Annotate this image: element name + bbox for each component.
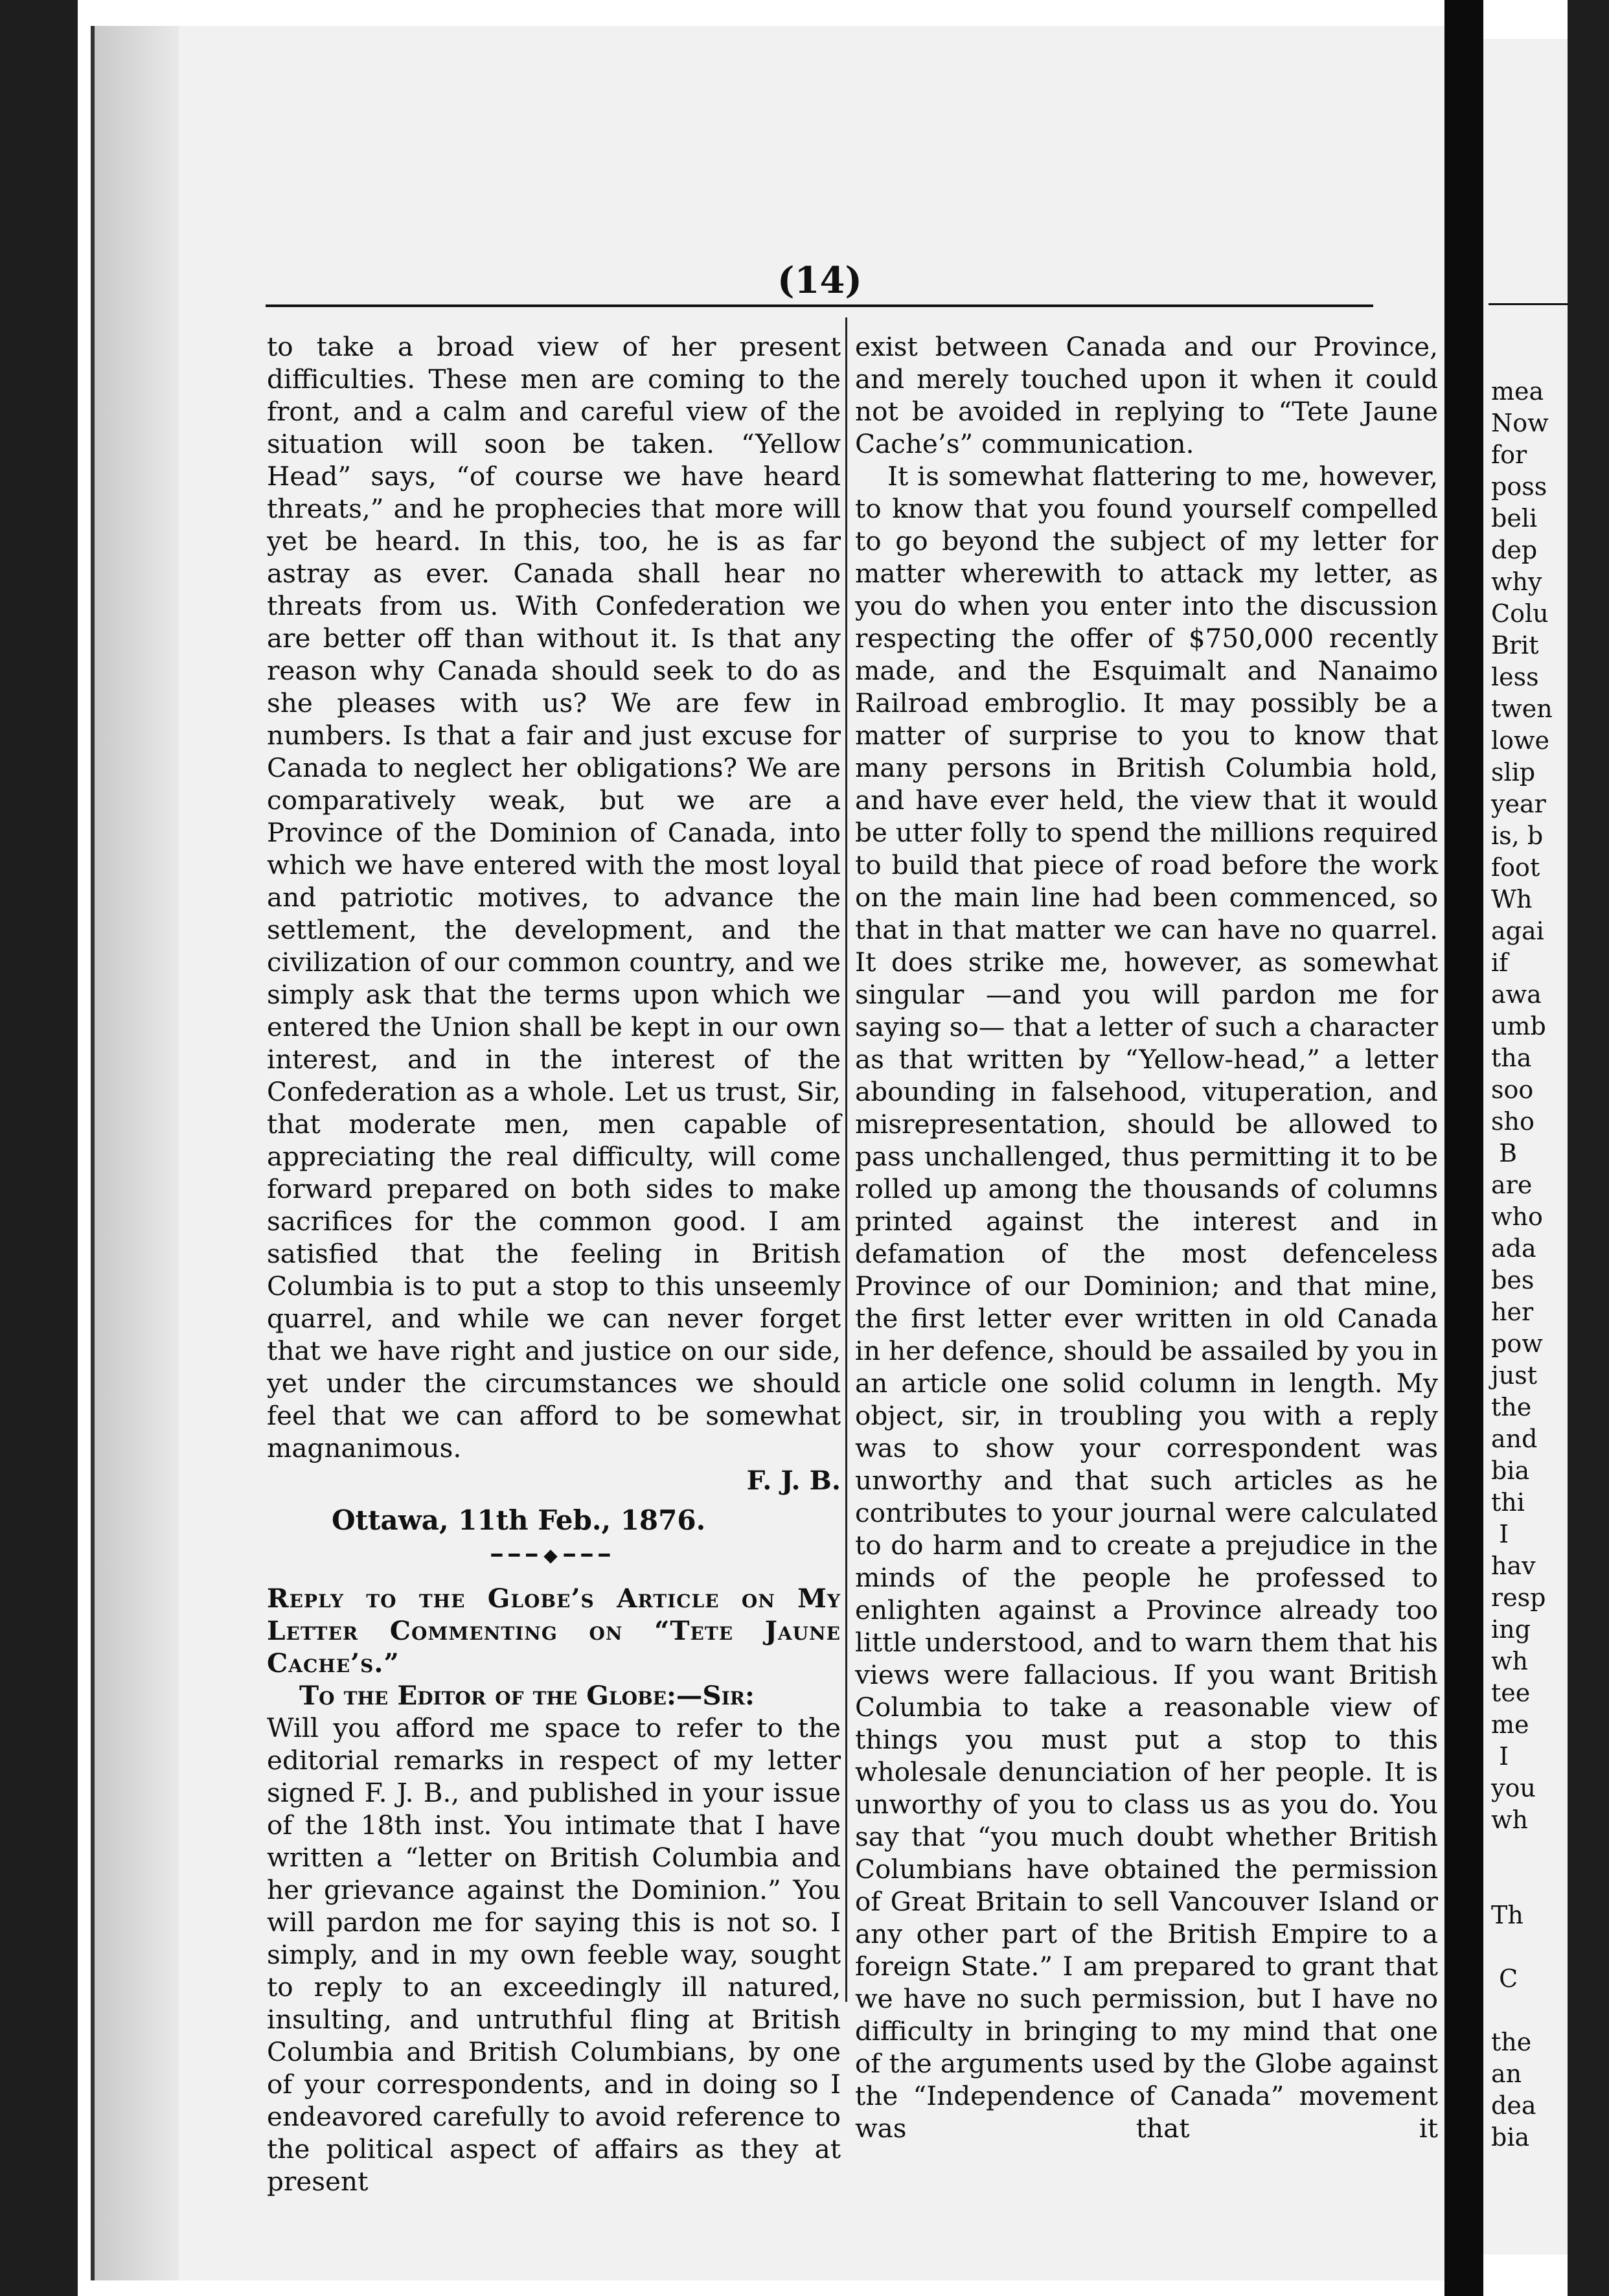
article-heading: Reply to the Globe’s Article on My Letter Commenting on “Tete Jaune Cache’s.” [267,1583,841,1679]
left-continuation-paragraph: to take a broad view of her present difficulties. These men are coming to the front, and a calm and careful view of the situation will soon be taken. “Yellow Head” says, “of course we have heard threats,” and he prophecies that more will yet be heard. In this, too, he is as far astray as ever. Canada shall hear no threats from us. With Confederation we are better off than without it. Is that any reason why Canada should seek to do as she pleases with us? We are few in numbers. Is that a fair and just excuse for Canada to neglect her obligations? We are comparatively weak, but we are a Province of the Dominion of Canada, into which we have entered with the most loyal and patriotic motives, to advance the settlement, the development, and the civilization of our common country, and we simply ask that the terms upon which we entered the Union shall be kept in our own interest, and in the interest of the Confederation as a whole. Let us trust, Sir, that moderate men, men capable of appreciating the real difficulty, will come forward prepared on both sides to make sacrifices for the common good. I am satisfied that the feeling in British Columbia is to put a stop to this unseemly quarrel, and while we can never forget that we have right and justice on our side, yet under the circumstances we should feel that we can afford to be somewhat magnanimous. [267,331,841,1464]
book-gutter [1444,0,1483,2296]
salutation: To the Editor of the Globe:—Sir: [299,1680,755,1711]
column-divider [845,317,847,2002]
signature: F. J. B. [746,1465,841,1496]
scanner-edge-left [0,0,78,2296]
section-ornament: ━━━◆━━━ [491,1544,617,1566]
left-column [267,330,841,2198]
scanner-edge-right [1568,0,1609,2296]
next-page-rule [1489,303,1568,305]
next-page-text: mea Now for poss beli dep why Colu Brit less twen lowe slip year is, b foot Wh agai if awa umb tha soo sho B are who ada bes her pow just the and bia thi I hav resp ing wh tee me I you wh Th C the an dea bia [1491,377,1553,2152]
page-number: (14) [777,259,862,302]
dateline: Ottawa, 11th Feb., 1876. [332,1504,706,1536]
page-margin-shadow [95,26,179,2280]
right-body-paragraph: It is somewhat flattering to me, however, to know that you found yourself compelled to go beyond the subject of my letter for matter wherewith to attack my letter, as you do when you enter into the discussion respecting the offer of $750,000 recently made, and the Esquimalt and Nanaimo Railroad embroglio. It may possibly be a matter of surprise to you to know that many persons in British Columbia hold, and have ever held, the view that it would be utter folly to spend the millions required to build that piece of road before the work on the main line had been commenced, so that in that matter we can have no quarrel. It does strike me, however, as somewhat singular —and you will pardon me for saying so— that a letter of such a character as that written by “Yellow-head,” a letter abounding in falsehood, vituperation, and misrepresentation, should be allowed to pass unchallenged, thus permitting it to be rolled up among the thousands of columns printed against the interest and in defamation of the most defenceless Province of our Dominion; and that mine, the first letter ever written in old Canada in her defence, should be assailed by you in an article one solid column in length. My object, sir, in troubling you with a reply was to show your correspondent was unworthy and that such articles as he contributes to your journal were calculated to do harm and to create a prejudice in the minds of the people he professed to enlighten against a Province already too little understood, and to warn them that his views were fallacious. If you want British Columbia to take a reasonable view of things you must put a stop to this wholesale denunciation of her people. It is unworthy of you to class us as you do. You say that “you much doubt whether British Columbians have obtained the permission of Great Britain to sell Vancouver Island or any other part of the British Empire to a foreign State.” I am prepared to grant that we have no such permission, but I have no difficulty in bringing to my mind that one of the arguments used by the Globe against the “Independence of Canada” movement was that it [855,461,1438,2144]
header-rule [266,304,1373,307]
next-page-fragment [1483,39,1568,2255]
letter-start-paragraph: Will you afford me space to refer to the editorial remarks in respect of my letter signed F. J. B., and published in your issue of the 18th inst. You intimate that I have written a “letter on British Columbia and her grievance against the Dominion.” You will pardon me for saying this is not so. I simply, and in my own feeble way, sought to reply to an exceedingly ill natured, insulting, and untruthful fling at British Columbia and British Columbians, by one of your correspondents, and in doing so I endeavored carefully to avoid reference to the political aspect of affairs as they at present [267,1712,841,2197]
right-column [855,330,1438,2144]
right-continuation-paragraph: exist between Canada and our Province, and merely touched upon it when it could not be avoided in replying to “Tete Jaune Cache’s” communication. [855,331,1438,459]
